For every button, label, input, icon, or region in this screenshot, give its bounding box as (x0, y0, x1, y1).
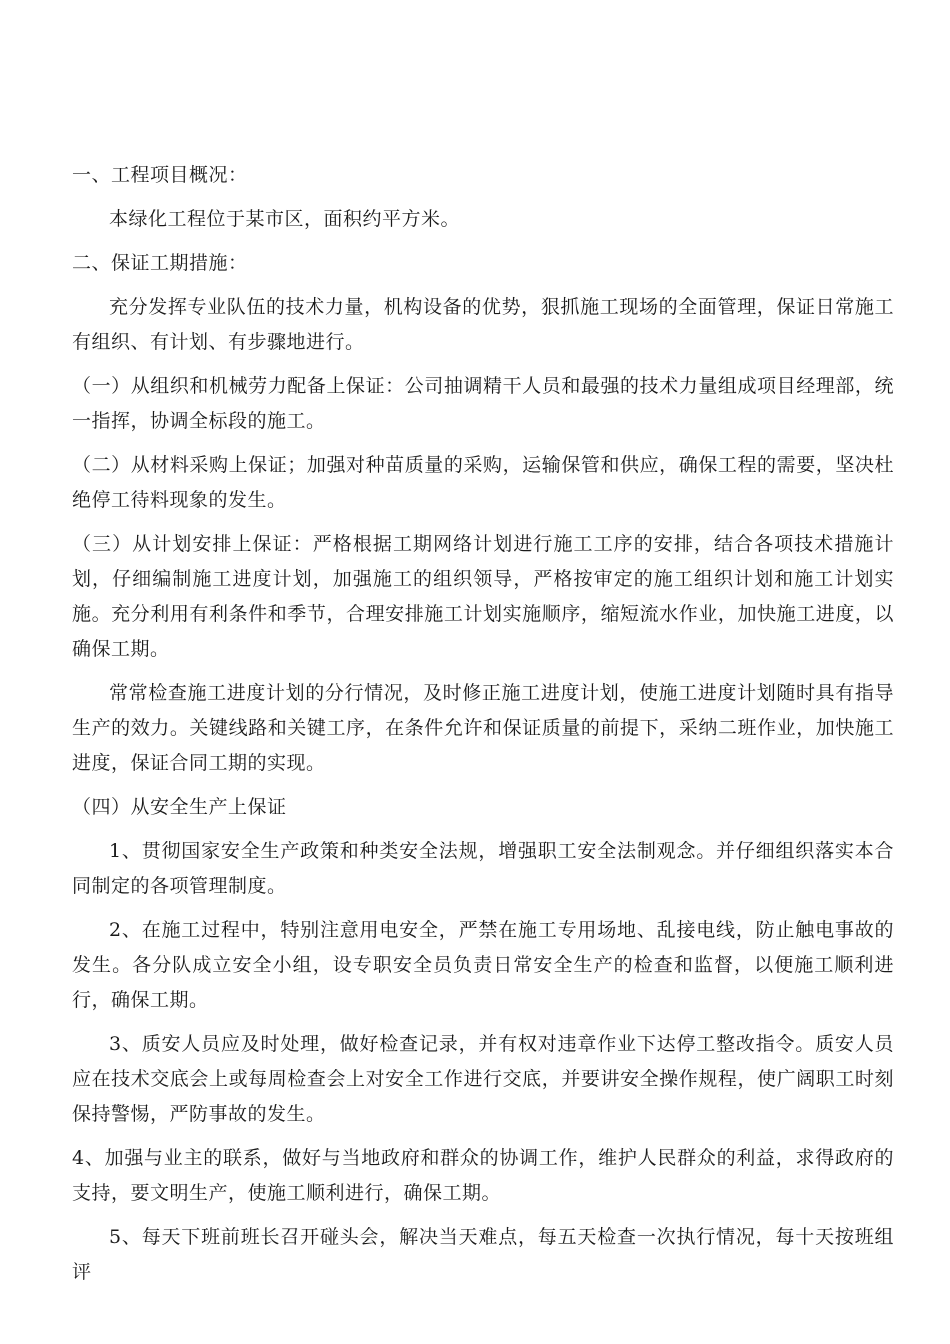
section-heading-overview: 一、工程项目概况： (72, 164, 248, 186)
safety-item-2: 2、在施工过程中，特别注意用电安全，严禁在施工专用场地、乱接电线，防止触电事故的发生。各分队成立安全小组，设专职安全员负责日常安全生产的检查和监督，以便施工顺利进行，确保工期。 (72, 919, 894, 1011)
safety-item-3: 3、质安人员应及时处理，做好检查记录，并有权对违章作业下达停工整改指令。质安人员应在技术交底会上或每周检查会上对安全工作进行交底，并要讲安全操作规程，使广阔职工时刻保持警惕，严防事故的发生。 (72, 1033, 894, 1125)
subsection-safety: （四）从安全生产上保证 (72, 796, 287, 818)
subsection-materials: （二）从材料采购上保证；加强对种苗质量的采购，运输保管和供应，确保工程的需要，坚决杜绝停工待料现象的发生。 (72, 454, 894, 511)
safety-item-1: 1、贯彻国家安全生产政策和种类安全法规，增强职工安全法制观念。并仔细组织落实本合同制定的各项管理制度。 (72, 840, 894, 897)
section-heading-schedule: 二、保证工期措施： (72, 252, 248, 274)
paragraph-overview: 本绿化工程位于某市区，面积约平方米。 (109, 208, 461, 230)
subsection-organization: （一）从组织和机械劳力配备上保证：公司抽调精干人员和最强的技术力量组成项目经理部，统一指挥，协调全标段的施工。 (72, 375, 894, 432)
document-page (72, 158, 894, 1299)
paragraph-progress-check: 常常检查施工进度计划的分行情况，及时修正施工进度计划，使施工进度计划随时具有指导生产的效力。关键线路和关键工序，在条件允许和保证质量的前提下，采纳二班作业，加快施工进度，保证合同工期的实现。 (72, 682, 894, 774)
subsection-planning: （三）从计划安排上保证：严格根据工期网络计划进行施工工序的安排，结合各项技术措施计划，仔细编制施工进度计划，加强施工的组织领导，严格按审定的施工组织计划和施工计划实施。充分利用有利条件和季节，合理安排施工计划实施顺序，缩短流水作业，加快施工进度，以确保工期。 (72, 533, 894, 660)
safety-item-4: 4、加强与业主的联系，做好与当地政府和群众的协调工作，维护人民群众的利益，求得政府的支持，要文明生产，使施工顺利进行，确保工期。 (72, 1147, 894, 1204)
paragraph-schedule-intro: 充分发挥专业队伍的技术力量，机构设备的优势，狠抓施工现场的全面管理，保证日常施工有组织、有计划、有步骤地进行。 (72, 296, 894, 353)
safety-item-5: 5、每天下班前班长召开碰头会，解决当天难点，每五天检查一次执行情况，每十天按班组评 (72, 1226, 894, 1283)
